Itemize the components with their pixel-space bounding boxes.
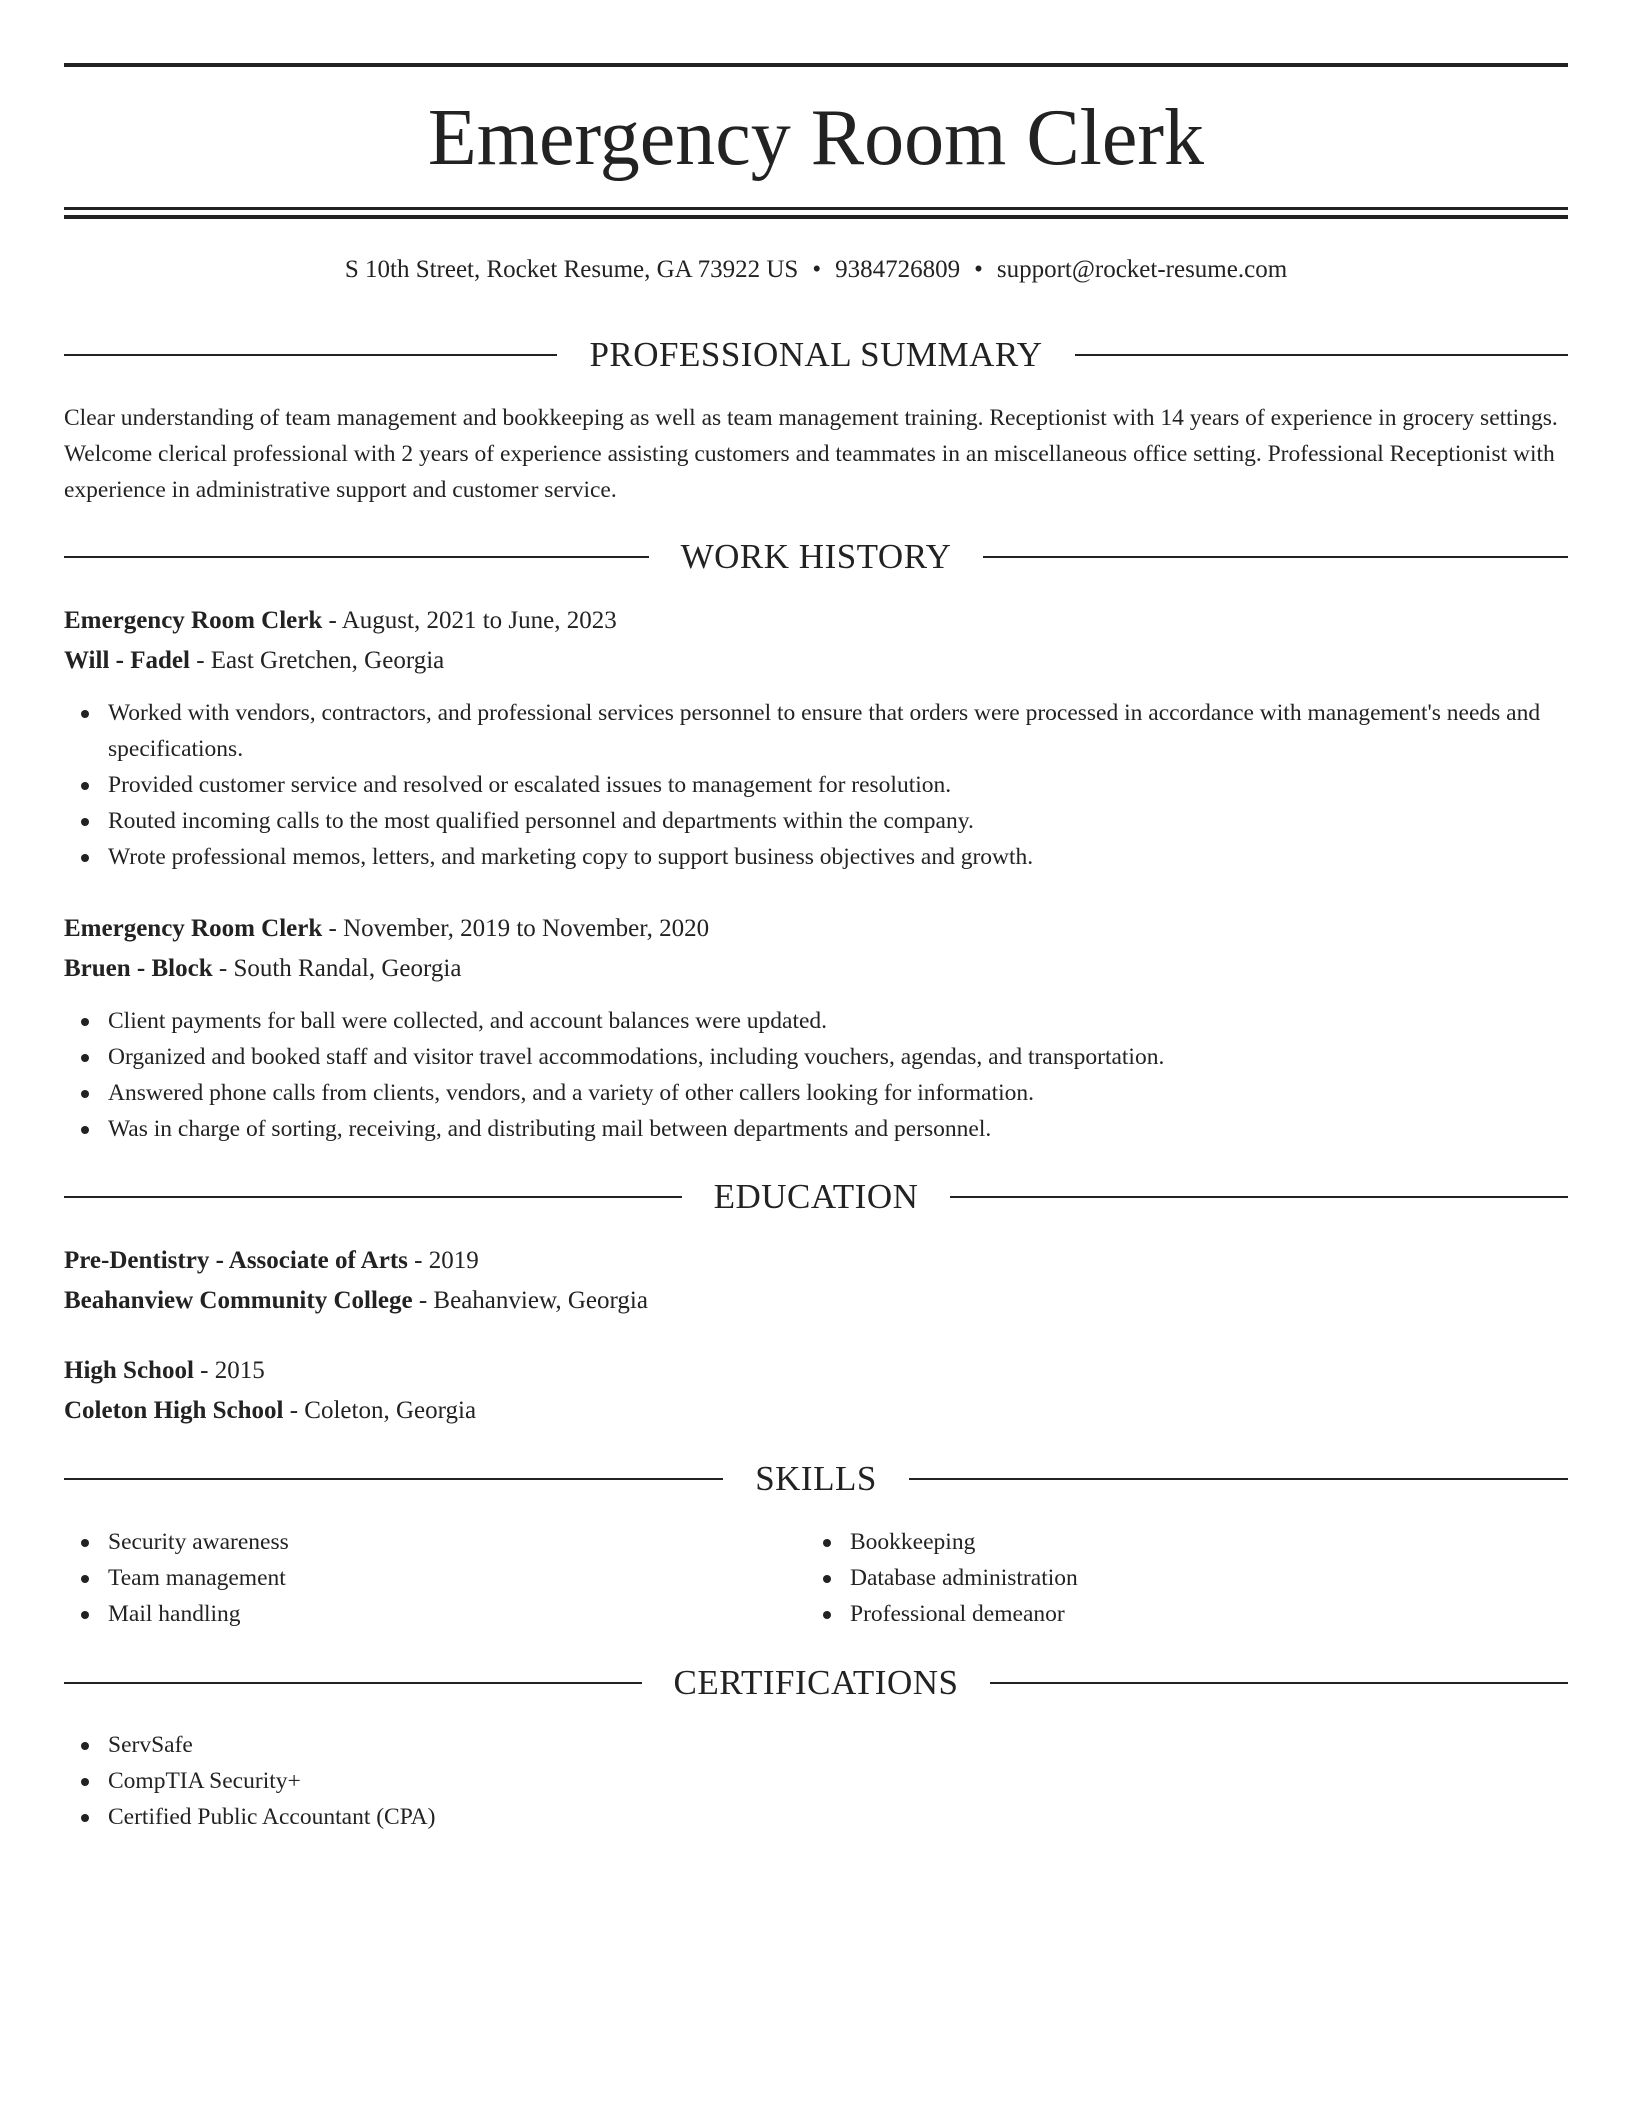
certifications-list bbox=[64, 1727, 1568, 1835]
education-year: - 2019 bbox=[407, 1247, 479, 1274]
education-location: - Beahanview, Georgia bbox=[412, 1287, 648, 1314]
list-item: Client payments for ball were collected, and account balances were updated. bbox=[64, 1003, 1568, 1039]
section-title: PROFESSIONAL SUMMARY bbox=[589, 335, 1043, 374]
education-degree: Pre-Dentistry - Associate of Arts bbox=[64, 1247, 408, 1274]
contact-address: S 10th Street, Rocket Resume, GA 73922 US bbox=[344, 256, 799, 283]
heading-rule bbox=[950, 1196, 1568, 1198]
header-top-rule bbox=[64, 63, 1568, 67]
education-location: - Coleton, Georgia bbox=[283, 1397, 477, 1424]
job-dates: - August, 2021 to June, 2023 bbox=[322, 607, 617, 634]
list-item: Professional demeanor bbox=[806, 1596, 1506, 1632]
heading-rule bbox=[1075, 354, 1568, 356]
list-item: Mail handling bbox=[64, 1596, 764, 1632]
list-item: Worked with vendors, contractors, and professional services personnel to ensure that orders were processed in accordance with management's needs and specifications. bbox=[64, 695, 1568, 767]
header-double-rule-lower bbox=[64, 215, 1568, 219]
education-degree: High School bbox=[64, 1357, 194, 1384]
job-bullets bbox=[64, 695, 1568, 875]
job-bullets bbox=[64, 1003, 1568, 1147]
job-role: Emergency Room Clerk bbox=[64, 607, 323, 634]
heading-rule bbox=[64, 1478, 723, 1480]
list-item: Organized and booked staff and visitor travel accommodations, including vouchers, agendas, and transportation. bbox=[64, 1039, 1568, 1075]
heading-rule bbox=[64, 354, 557, 356]
section-heading-work-history bbox=[64, 535, 1568, 579]
section-heading-education bbox=[64, 1175, 1568, 1219]
job-entry bbox=[64, 909, 1568, 1147]
education-year: - 2015 bbox=[193, 1357, 265, 1384]
job-entry bbox=[64, 601, 1568, 875]
list-item: Team management bbox=[64, 1560, 764, 1596]
section-title: SKILLS bbox=[755, 1459, 877, 1498]
heading-rule bbox=[990, 1682, 1568, 1684]
section-title: WORK HISTORY bbox=[680, 537, 952, 576]
list-item: Database administration bbox=[806, 1560, 1506, 1596]
skills-column-right bbox=[806, 1524, 1506, 1632]
contact-line bbox=[64, 252, 1568, 288]
section-heading-summary bbox=[64, 333, 1568, 377]
list-item: Routed incoming calls to the most qualified personnel and departments within the company. bbox=[64, 803, 1568, 839]
heading-rule bbox=[64, 1196, 682, 1198]
heading-rule bbox=[983, 556, 1568, 558]
heading-rule bbox=[64, 556, 649, 558]
job-dates: - November, 2019 to November, 2020 bbox=[322, 915, 710, 942]
job-role: Emergency Room Clerk bbox=[64, 915, 323, 942]
job-location: - East Gretchen, Georgia bbox=[189, 647, 445, 674]
summary-text: Clear understanding of team management and bookkeeping as well as team management training. Receptionist with 14 years of experience in grocery settings. Welcome clerical professional with 2 years of experience assisting customers and teammates in an miscellaneous office setting. Professional Receptionist with experience in administrative support and customer service. bbox=[64, 405, 1558, 503]
list-item: ServSafe bbox=[64, 1727, 1568, 1763]
certifications-block bbox=[64, 1727, 1568, 1835]
skills-list bbox=[64, 1524, 764, 1632]
section-heading-skills bbox=[64, 1457, 1568, 1501]
section-title: EDUCATION bbox=[713, 1177, 919, 1216]
job-company: Will - Fadel bbox=[64, 647, 190, 674]
list-item: CompTIA Security+ bbox=[64, 1763, 1568, 1799]
list-item: Bookkeeping bbox=[806, 1524, 1506, 1560]
contact-separator: • bbox=[812, 256, 822, 283]
list-item: Security awareness bbox=[64, 1524, 764, 1560]
list-item: Provided customer service and resolved or escalated issues to management for resolution. bbox=[64, 767, 1568, 803]
education-entry bbox=[64, 1241, 1568, 1321]
contact-email: support@rocket-resume.com bbox=[996, 256, 1288, 283]
contact-phone: 9384726809 bbox=[835, 256, 961, 283]
job-location: - South Randal, Georgia bbox=[212, 955, 462, 982]
skills-list bbox=[806, 1524, 1506, 1632]
header-double-rule-upper bbox=[64, 207, 1568, 210]
job-company: Bruen - Block bbox=[64, 955, 213, 982]
list-item: Was in charge of sorting, receiving, and distributing mail between departments and personnel. bbox=[64, 1111, 1568, 1147]
education-entry bbox=[64, 1351, 1568, 1431]
contact-separator: • bbox=[974, 256, 983, 283]
section-heading-certifications bbox=[64, 1661, 1568, 1705]
list-item: Answered phone calls from clients, vendors, and a variety of other callers looking for information. bbox=[64, 1075, 1568, 1111]
heading-rule bbox=[64, 1682, 642, 1684]
skills-column-left bbox=[64, 1524, 764, 1632]
list-item: Certified Public Accountant (CPA) bbox=[64, 1799, 1568, 1835]
education-school: Beahanview Community College bbox=[64, 1287, 413, 1314]
list-item: Wrote professional memos, letters, and marketing copy to support business objectives and growth. bbox=[64, 839, 1568, 875]
education-school: Coleton High School bbox=[64, 1397, 284, 1424]
candidate-name: Emergency Room Clerk bbox=[427, 94, 1205, 182]
heading-rule bbox=[909, 1478, 1568, 1480]
section-title: CERTIFICATIONS bbox=[673, 1663, 959, 1702]
